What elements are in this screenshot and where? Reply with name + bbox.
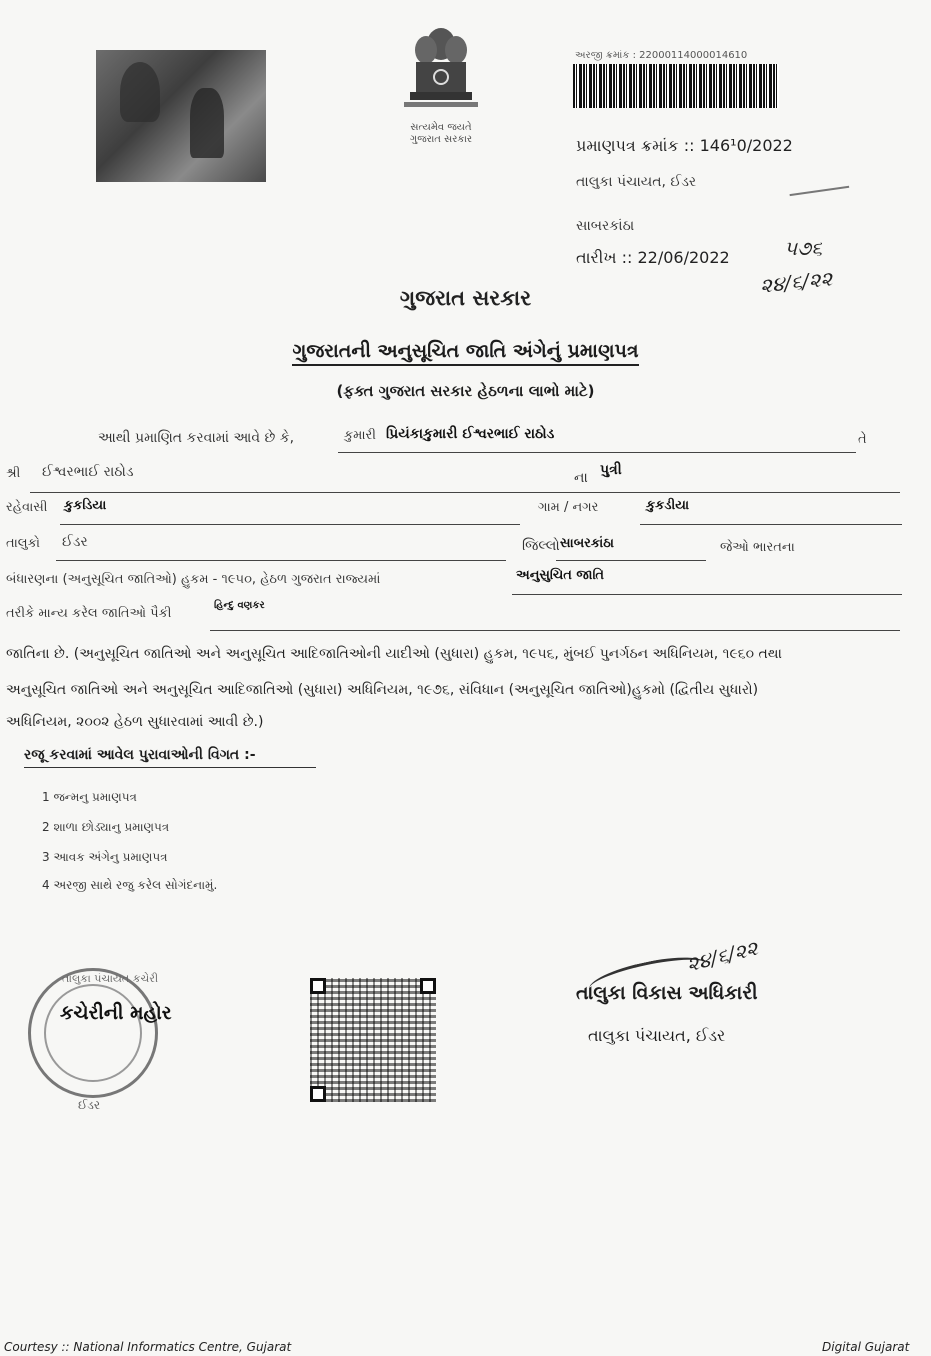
- legal-paragraph-line: અધિનિયમ, ૨૦૦૨ હેઠળ સુધારવામાં આવી છે.): [6, 714, 264, 730]
- name-underline: [338, 452, 856, 453]
- row-line: [210, 630, 900, 631]
- certificate-subtitle: (ફક્ત ગુજરાત સરકાર હેઠળના લાભો માટે): [336, 382, 595, 400]
- certificate-title: ગુજરાતની અનુસૂચિત જાતિ અંગેનું પ્રમાણપત્ર: [0, 340, 931, 362]
- district-value: સાબરકાંઠા: [560, 536, 614, 551]
- legal-paragraph-line: અનુસૂચિત જાતિઓ અને અનુસૂચિત આદિજાતિઓ (સુધારા) અધિનિયમ, ૧૯૭૬, સંવિધાન (અનુસૂચિત જાતિઓ)હુકમો (દ્વિતીય સુધારો): [6, 682, 759, 698]
- category-value: અનુસુચિત જાતિ: [516, 568, 605, 583]
- seal-label: કચેરીની મહોર: [60, 1002, 172, 1024]
- qr-code: [310, 978, 436, 1102]
- photo-figure: [190, 88, 224, 158]
- qr-finder: [420, 978, 436, 994]
- resident-value: કુકડિયા: [64, 498, 107, 513]
- barcode: [573, 64, 779, 108]
- taluka-value: ઈડર: [62, 534, 88, 550]
- certificate-number: પ્રમાણપત્ર ક્રમાંક :: 146¹0/2022: [576, 136, 793, 155]
- resident-label: રહેવાસી: [6, 500, 48, 515]
- district-label: જિલ્લો: [522, 538, 560, 554]
- evidence-item: 1 જન્મનુ પ્રમાણપત્ર: [42, 790, 137, 804]
- photo-figure: [120, 62, 160, 122]
- village-label: ગામ / નગર: [538, 500, 599, 515]
- row-line: [30, 492, 900, 493]
- row-line: [556, 560, 706, 561]
- shri-label: શ્રી: [6, 466, 21, 481]
- footer-brand: Digital Gujarat: [822, 1340, 910, 1354]
- initial-stroke: [787, 166, 849, 196]
- india-label: જેઓ ભારતના: [720, 540, 795, 555]
- relation: પુત્રી: [600, 462, 622, 478]
- emblem-caption: સત્યમેવ જયતે ગુજરાત સરકાર: [409, 122, 473, 145]
- row-line: [512, 594, 902, 595]
- seal-top-text: તાલુકા પંચાયત કચેરી: [62, 972, 159, 985]
- issuing-district: સાબરકાંઠા: [576, 218, 635, 234]
- father-name: ઈશ્વરભાઈ રાઠોડ: [42, 464, 134, 480]
- handwritten-number: ૫૭૬: [784, 236, 823, 260]
- taluka-label: તાલુકો: [6, 536, 41, 551]
- caste-value: હિન્દુ વણકર: [214, 600, 265, 611]
- legal-paragraph-line: જાતિના છે. (અનુસૂચિત જાતિઓ અને અનુસૂચિત આદિજાતિઓની યાદીઓ (સુધારા) હુકમ, ૧૯૫૬, મુંબઈ પુનર્ગઠન અધિનિયમ, ૧૯૬૦ તથા: [6, 646, 782, 662]
- certify-label: આથી પ્રમાણિત કરવામાં આવે છે કે,: [98, 430, 295, 446]
- issuing-office: તાલુકા પંચાયત, ઈડર: [576, 174, 697, 190]
- name-prefix: કુમારી: [344, 428, 376, 443]
- issue-date: તારીખ :: 22/06/2022: [576, 248, 730, 267]
- office-seal-inner: [44, 984, 142, 1082]
- footer-courtesy: Courtesy :: National Informatics Centre, Gujarat: [4, 1340, 292, 1354]
- government-title: ગુજરાત સરકાર: [399, 286, 532, 310]
- na-label: ના: [574, 470, 588, 486]
- village-value: કુકડીયા: [646, 498, 690, 513]
- constitution-order: બંધારણના (અનુસૂચિત જાતિઓ) હુકમ - ૧૯૫૦, હેઠળ ગુજરાત રાજ્યમાં: [6, 572, 381, 587]
- signature-date: ૨૪/૬/૨૨: [684, 935, 761, 977]
- evidence-item: 2 શાળા છોડ્યાનુ પ્રમાણપત્ર: [42, 820, 170, 834]
- national-emblem-icon: [398, 22, 484, 122]
- row-line: [640, 524, 902, 525]
- evidence-heading: રજૂ કરવામાં આવેલ પુરાવાઓની વિગત :-: [24, 747, 316, 768]
- row-line: [60, 524, 520, 525]
- handwritten-date: ૨૪/૬/૨૨: [758, 266, 834, 298]
- signatory-office: તાલુકા પંચાયત, ઈડર: [588, 1026, 726, 1045]
- seal-bottom-text: ઈડર: [78, 1098, 101, 1112]
- evidence-item: 4 અરજી સાથે રજુ કરેલ સોગંદનામું.: [42, 878, 218, 892]
- signatory-title: તાલુકા વિકાસ અધિકારી: [576, 982, 758, 1004]
- applicant-name: પ્રિયંકાકુમારી ઈશ્વરભાઈ રાઠોડ: [386, 426, 555, 442]
- te-label: તે: [858, 432, 867, 447]
- qr-finder: [310, 1086, 326, 1102]
- recognized-label: તરીકે માન્ય કરેલ જાતિઓ પૈકી: [6, 606, 172, 621]
- qr-finder: [310, 978, 326, 994]
- evidence-item: 3 આવક અંગેનુ પ્રમાણપત્ર: [42, 850, 168, 864]
- application-number: અરજી ક્રમાંક : 22000114000014610: [575, 50, 748, 61]
- row-line: [56, 560, 506, 561]
